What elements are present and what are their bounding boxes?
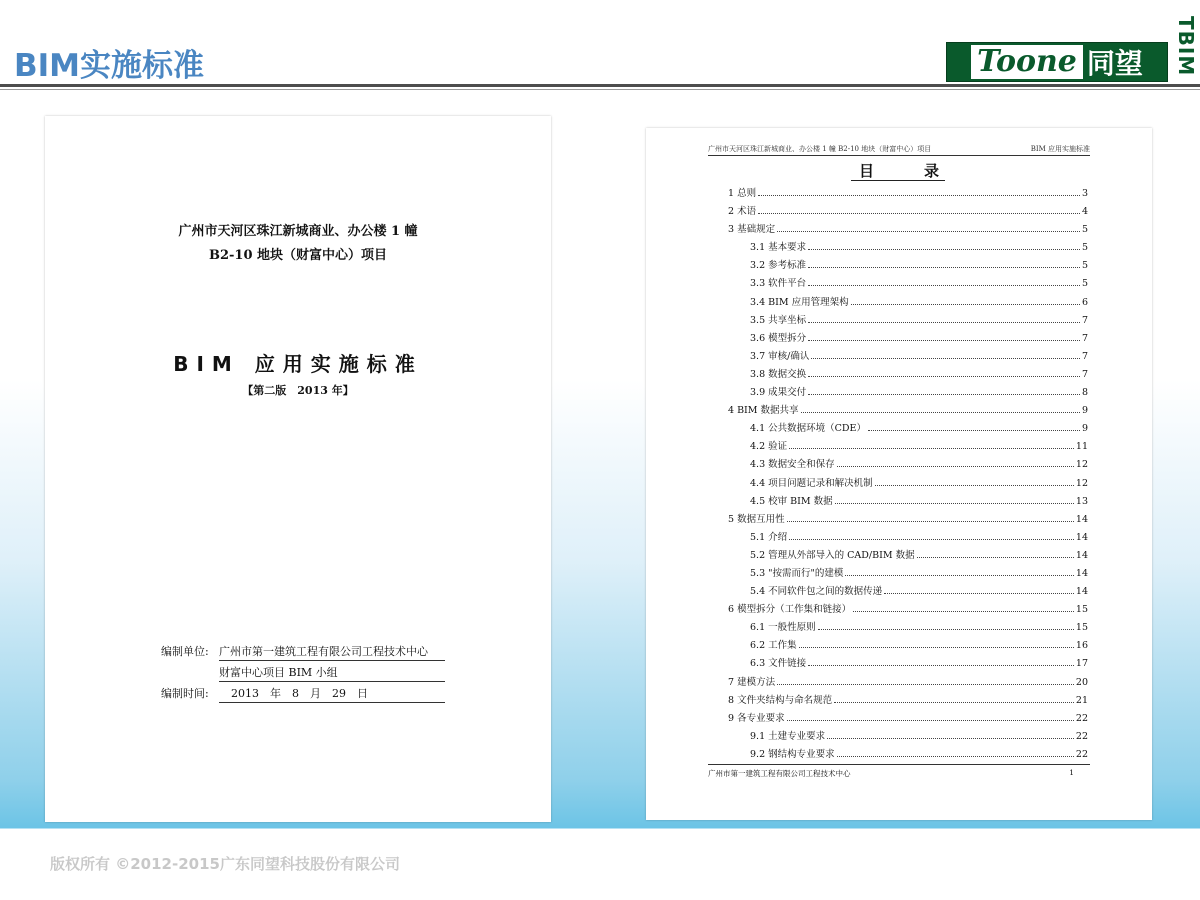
toc-entry-leader — [777, 219, 1080, 232]
toc-entry — [728, 201, 1088, 219]
toc-footer-left: 广州市第一建筑工程有限公司工程技术中心 — [708, 769, 851, 778]
toone-logo — [946, 42, 1168, 82]
cover-org-line1: 广州市第一建筑工程有限公司工程技术中心 — [219, 643, 445, 661]
toc-entry-leader — [808, 310, 1080, 323]
toc-entry — [728, 545, 1088, 563]
toc-entry-leader — [845, 563, 1074, 576]
toc-entry — [728, 726, 1088, 744]
toc-entry-page: 7 — [1081, 350, 1088, 362]
toc-entry-page: 12 — [1075, 477, 1088, 489]
toc-entry-page: 15 — [1075, 622, 1088, 634]
toc-entry-leader — [787, 509, 1074, 522]
toc-entry-page: 8 — [1081, 387, 1088, 399]
toc-entry — [728, 635, 1088, 653]
toc-entry-page: 5 — [1081, 242, 1088, 254]
toc-entry-text: 6.1 一般性原则 — [750, 622, 816, 634]
slide-title: BIM实施标准 — [14, 48, 205, 84]
toc-entry-page: 22 — [1075, 730, 1088, 742]
toc-entry-leader — [868, 418, 1080, 431]
toc-entry-leader — [789, 436, 1074, 449]
toc-list — [728, 183, 1088, 762]
toc-entry-page: 5 — [1081, 260, 1088, 272]
toc-entry-page: 13 — [1075, 495, 1088, 507]
toc-entry-leader — [853, 599, 1074, 612]
cover-doc-title: BIM 应用实施标准 — [173, 352, 423, 376]
toc-entry — [728, 708, 1088, 726]
toc-entry-text: 3.3 软件平台 — [750, 278, 807, 290]
toc-entry — [728, 581, 1088, 599]
toc-entry-leader — [837, 454, 1074, 467]
toc-entry-page: 5 — [1081, 278, 1088, 290]
cover-project-line2: B2-10 地块（财富中心）项目 — [208, 248, 388, 263]
toc-entry-text: 1 总则 — [728, 188, 757, 199]
toc-entry-text: 2 术语 — [728, 206, 757, 218]
logo-text: Toone — [971, 45, 1083, 79]
toc-entry-leader — [808, 273, 1080, 286]
toc-entry-text: 6.2 工作集 — [750, 640, 797, 652]
toc-entry-text: 5.3 "按需而行"的建模 — [750, 567, 844, 579]
toc-entry-leader — [835, 491, 1074, 504]
toc-entry-text: 6 模型拆分（工作集和链接） — [728, 604, 852, 616]
toc-title: 目录 — [858, 162, 989, 180]
toc-entry-page: 14 — [1075, 586, 1088, 598]
toc-header-right: BIM 应用实施标准 — [1030, 145, 1090, 153]
toc-entry — [728, 237, 1088, 255]
toc-entry-text: 3.9 成果交付 — [750, 387, 807, 399]
toc-entry-leader — [808, 382, 1080, 395]
toc-entry-page: 7 — [1081, 314, 1088, 326]
toc-header-line — [708, 155, 1090, 156]
toc-entry-leader — [801, 400, 1080, 413]
copyright-text: 版权所有 ©2012-2015广东同望科技股份有限公司 — [50, 855, 400, 873]
toc-entry-text: 4.4 项目问题记录和解决机制 — [750, 477, 873, 489]
toc-entry — [728, 273, 1088, 291]
toc-entry-page: 9 — [1081, 405, 1088, 417]
toc-entry — [728, 219, 1088, 237]
toc-entry-text: 3.8 数据交换 — [750, 368, 807, 380]
toc-entry-page: 14 — [1075, 567, 1088, 579]
cover-org-line2: 财富中心项目 BIM 小组 — [219, 664, 445, 682]
toc-entry-leader — [808, 328, 1080, 341]
toc-entry — [728, 183, 1088, 201]
toc-entry-text: 9 各专业要求 — [728, 712, 785, 724]
toc-entry — [728, 418, 1088, 436]
toc-entry-text: 5 数据互用性 — [728, 513, 785, 525]
toc-entry-text: 3.1 基本要求 — [750, 242, 807, 254]
toc-page — [646, 128, 1152, 820]
toc-entry-text: 9.2 钢结构专业要求 — [750, 748, 835, 760]
toc-title-underline — [851, 180, 945, 181]
toc-entry-page: 4 — [1081, 206, 1088, 218]
toc-entry-text: 5.1 介绍 — [750, 531, 788, 543]
toc-entry — [728, 744, 1088, 762]
toc-entry — [728, 617, 1088, 635]
toc-entry-leader — [811, 346, 1080, 359]
toc-entry — [728, 364, 1088, 382]
toc-entry-text: 4.3 数据安全和保存 — [750, 459, 835, 471]
toc-entry-leader — [758, 183, 1080, 196]
toc-entry-text: 4.1 公共数据环境（CDE） — [750, 423, 866, 435]
toc-entry-leader — [808, 653, 1074, 666]
toc-entry-leader — [787, 708, 1074, 721]
toc-entry-leader — [837, 744, 1074, 757]
toc-entry-text: 4.2 验证 — [750, 441, 788, 453]
toc-entry — [728, 292, 1088, 310]
toc-entry — [728, 690, 1088, 708]
cover-project-line1: 广州市天河区珠江新城商业、办公楼 1 幢 — [178, 224, 418, 239]
toc-entry-text: 3.7 审核/确认 — [750, 350, 810, 362]
cover-edition: 【第二版 2013 年】 — [242, 384, 354, 397]
toc-footer-line — [708, 764, 1090, 765]
logo-cn-text: 同望 — [1086, 47, 1143, 80]
toc-entry-leader — [875, 473, 1074, 486]
toc-entry-text: 3 基础规定 — [728, 224, 776, 236]
cover-page — [45, 116, 551, 822]
toc-entry-leader — [777, 672, 1074, 685]
toc-entry — [728, 473, 1088, 491]
toc-entry — [728, 599, 1088, 617]
header-rule-thick — [0, 84, 1200, 87]
toc-entry-leader — [884, 581, 1074, 594]
toc-entry-text: 9.1 土建专业要求 — [750, 730, 826, 742]
toc-entry-page: 9 — [1081, 423, 1088, 435]
toc-entry-page: 12 — [1075, 459, 1088, 471]
toc-entry-leader — [789, 527, 1074, 540]
toc-entry — [728, 527, 1088, 545]
toc-entry — [728, 563, 1088, 581]
toc-entry — [728, 382, 1088, 400]
toc-entry-leader — [827, 726, 1074, 739]
toc-entry-leader — [808, 237, 1080, 250]
toc-entry-leader — [799, 635, 1074, 648]
toc-entry — [728, 436, 1088, 454]
toc-entry-page: 20 — [1075, 676, 1088, 688]
toc-entry-text: 5.4 不同软件包之间的数据传递 — [750, 586, 883, 598]
toc-entry — [728, 255, 1088, 273]
toc-entry-page: 17 — [1075, 658, 1088, 670]
toc-entry-leader — [917, 545, 1074, 558]
toc-entry-page: 22 — [1075, 712, 1088, 724]
toc-entry-page: 14 — [1075, 531, 1088, 543]
toc-entry-page: 5 — [1081, 224, 1088, 236]
toc-entry-page: 16 — [1075, 640, 1088, 652]
toc-entry-page: 14 — [1075, 513, 1088, 525]
toc-entry-text: 5.2 管理从外部导入的 CAD/BIM 数据 — [750, 549, 915, 561]
toc-entry — [728, 491, 1088, 509]
toc-entry-text: 6.3 文件链接 — [750, 658, 807, 670]
toc-page-number: 1 — [1069, 768, 1074, 777]
toc-entry-page: 7 — [1081, 332, 1088, 344]
toc-entry-leader — [808, 255, 1080, 268]
toc-entry-page: 15 — [1075, 604, 1088, 616]
toc-entry-page: 22 — [1075, 748, 1088, 760]
toc-entry-text: 3.2 参考标准 — [750, 260, 807, 272]
toc-entry-text: 7 建模方法 — [728, 676, 776, 688]
cover-org-label: 编制单位: — [161, 645, 209, 658]
toc-entry-text: 8 文件夹结构与命名规范 — [728, 694, 833, 706]
toc-entry-page: 3 — [1081, 188, 1088, 199]
toc-entry-text: 3.4 BIM 应用管理架构 — [750, 296, 849, 308]
toc-entry-leader — [808, 364, 1080, 377]
toc-entry — [728, 328, 1088, 346]
toc-entry-leader — [834, 690, 1074, 703]
toc-entry-leader — [851, 292, 1080, 305]
cover-date-label: 编制时间: — [161, 687, 209, 700]
toc-entry-text: 3.6 模型拆分 — [750, 332, 807, 344]
cover-date-value: 2013 年 8 月 29 日 — [219, 685, 445, 703]
header-rule-thin — [0, 89, 1200, 90]
toc-header-left: 广州市天河区珠江新城商业、办公楼 1 幢 B2-10 地块（财富中心）项目 — [708, 145, 932, 153]
toc-entry — [728, 509, 1088, 527]
toc-entry-leader — [758, 201, 1080, 214]
toc-entry — [728, 400, 1088, 418]
side-brand: TBIM — [1174, 15, 1198, 77]
toc-entry — [728, 310, 1088, 328]
toc-entry-page: 21 — [1075, 694, 1088, 706]
toc-entry — [728, 454, 1088, 472]
toc-entry-page: 7 — [1081, 368, 1088, 380]
toc-entry — [728, 653, 1088, 671]
toc-entry — [728, 346, 1088, 364]
toc-entry-page: 14 — [1075, 549, 1088, 561]
toc-entry-text: 4 BIM 数据共享 — [728, 405, 799, 417]
toc-entry-page: 11 — [1075, 441, 1088, 453]
toc-entry-text: 4.5 校审 BIM 数据 — [750, 495, 833, 507]
toc-entry — [728, 672, 1088, 690]
toc-entry-text: 3.5 共享坐标 — [750, 314, 807, 326]
toc-entry-page: 6 — [1081, 296, 1088, 308]
toc-entry-leader — [818, 617, 1074, 630]
